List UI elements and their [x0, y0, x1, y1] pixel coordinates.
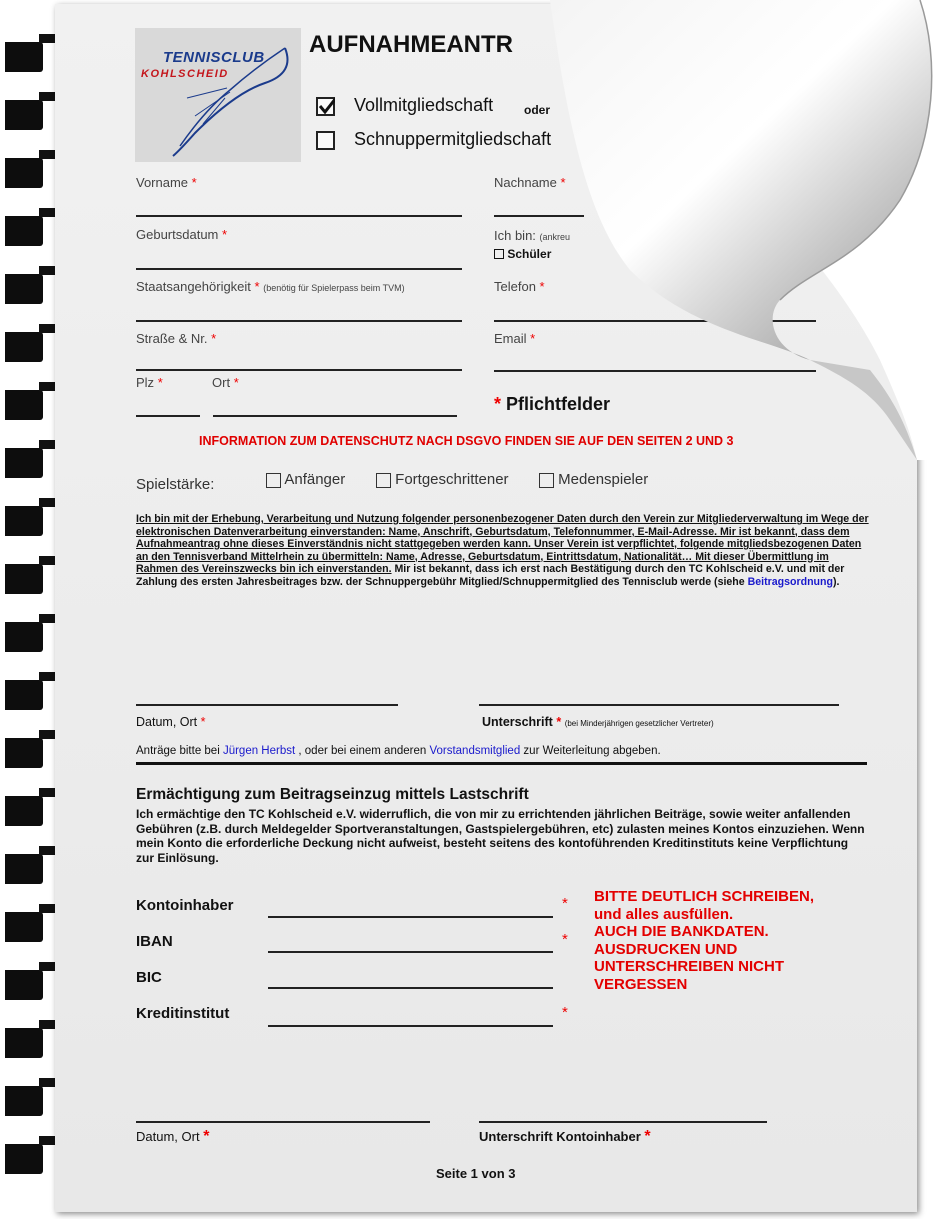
- club-logo: [135, 28, 301, 162]
- ort-line[interactable]: [213, 415, 457, 417]
- checkbox-empty-icon[interactable]: [316, 131, 335, 150]
- strasse-label: Straße & Nr. *: [136, 331, 217, 346]
- vorname-label: Vorname *: [136, 175, 197, 190]
- unterschrift-kontoinhaber-label: Unterschrift Kontoinhaber *: [479, 1128, 651, 1145]
- lastschrift-heading: Ermächtigung zum Beitragseinzug mittels Lastschrift: [136, 786, 529, 803]
- membership-label-full: Vollmitgliedschaft: [354, 95, 494, 115]
- ort-label: Ort *: [212, 375, 239, 390]
- checkbox-empty-icon[interactable]: [376, 473, 391, 488]
- schueler-checkbox-icon[interactable]: [494, 249, 504, 259]
- telefon-label: Telefon *: [494, 279, 545, 294]
- membership-option-full[interactable]: [316, 95, 493, 116]
- datenschutz-notice: INFORMATION ZUM DATENSCHUTZ NACH DSGVO FINDEN SIE AUF DEN SEITEN 2 UND 3: [199, 434, 734, 448]
- logo-text-top: TENNISCLUB: [163, 49, 265, 66]
- staatsangehoerigkeit-label: Staatsangehörigkeit * (benötig für Spielerpass beim TVM): [136, 279, 405, 294]
- kontoinhaber-required: *: [562, 895, 568, 912]
- datum-ort-2-label: Datum, Ort *: [136, 1128, 210, 1145]
- page-number: Seite 1 von 3: [436, 1166, 516, 1181]
- pflichtfelder-note: * Pflichtfelder: [494, 394, 611, 414]
- logo-text-bottom: KOHLSCHEID: [141, 68, 229, 80]
- strasse-line[interactable]: [136, 369, 462, 371]
- iban-line[interactable]: [268, 951, 553, 953]
- membership-option-trial[interactable]: [316, 129, 551, 150]
- geburtsdatum-label: Geburtsdatum *: [136, 227, 228, 242]
- unterschrift-kontoinhaber-line[interactable]: [479, 1121, 767, 1123]
- spielstaerke-anfaenger[interactable]: Anfänger: [266, 471, 345, 488]
- bic-line[interactable]: [268, 987, 553, 989]
- kreditinstitut-line[interactable]: [268, 1025, 553, 1027]
- plz-label: Plz *: [136, 375, 163, 390]
- kreditinstitut-required: *: [562, 1004, 568, 1021]
- ich-bin-label: Ich bin: (ankreu: [494, 228, 571, 243]
- datum-ort-label: Datum, Ort *: [136, 715, 206, 729]
- checkbox-checked-icon[interactable]: [316, 97, 335, 116]
- spielstaerke-fortgeschritten[interactable]: Fortgeschrittener: [376, 471, 509, 488]
- spielstaerke-label: Spielstärke:: [136, 476, 215, 493]
- section-divider: [136, 762, 867, 765]
- datum-ort-line[interactable]: [136, 704, 398, 706]
- plz-line[interactable]: [136, 415, 200, 417]
- beitragsordnung-link[interactable]: Beitragsordnung: [747, 575, 833, 588]
- bic-label: BIC: [136, 969, 162, 986]
- checkbox-empty-icon[interactable]: [539, 473, 554, 488]
- checkbox-empty-icon[interactable]: [266, 473, 281, 488]
- racket-swoosh-icon: [135, 28, 301, 162]
- nachname-label: Nachname *: [494, 175, 566, 190]
- geburtsdatum-line[interactable]: [136, 268, 462, 270]
- unterschrift-label: Unterschrift * (bei Minderjährigen gesetzlicher Vertreter): [482, 715, 714, 729]
- unterschrift-line[interactable]: [479, 704, 839, 706]
- lastschrift-text: Ich ermächtige den TC Kohlscheid e.V. widerruflich, die von mir zu errichtenden jährlichen Beiträge, sowie weiter anfallenden Gebühren (z.B. durch Meldegelder Sportveranstaltungen, Gastspielergebühren, etc) zulasten meines Kontos einzuziehen. Wenn mein Konto die erforderliche Deckung nicht aufweist, besteht seitens des kontoführenden Kreditinstituts keine Verpflichtung zur Einlösung.: [136, 807, 865, 865]
- kreditinstitut-label: Kreditinstitut: [136, 1005, 230, 1022]
- datum-ort-2-line[interactable]: [136, 1121, 430, 1123]
- antraege-line: Anträge bitte bei Jürgen Herbst , oder bei einem anderen Vorstandsmitglied zur Weiterleitung abgeben.: [136, 745, 661, 757]
- page-curl-icon: [540, 0, 940, 460]
- oder-label: oder: [524, 103, 551, 117]
- kontoinhaber-line[interactable]: [268, 916, 553, 918]
- warning-block: BITTE DEUTLICH SCHREIBEN, und alles ausfüllen. AUCH DIE BANKDATEN. AUSDRUCKEN UND UNTERSCHREIBEN NICHT VERGESSEN: [594, 888, 815, 993]
- email-label: Email *: [494, 331, 536, 346]
- vorname-line[interactable]: [136, 215, 462, 217]
- consent-paragraph: Ich bin mit der Erhebung, Verarbeitung und Nutzung folgender personenbezogener Daten durch den Verein zur Mitgliederverwaltung im Wege der elektronischen Datenverarbeitung einverstanden: Name, Anschrift, Geburtsdatum, Telefonnummer, E-Mail-Adresse. Mir ist bekannt, dass dem Aufnahmeantrag ohne dieses Einverständnis nicht stattgegeben werden kann. Unser Verein ist verpflichtet, folgende mitgliedsbezogenen Daten an den Tennisverband Mittelrhein zu übermitteln: Name, Adresse, Geburtsdatum, Eintrittsdatum, Nationalität… Mit dieser Übermittlung im Rahmen des Vereinszwecks bin ich einverstanden. Mir ist bekannt, dass ich erst nach Bestätigung durch den TC Kohlscheid e.V. und mit der Zahlung des ersten Jahresbeitrages bzw. der Schnuppergebühr Mitglied/Schnuppermitglied des Tennisclub werde (siehe Beitragsordnung).: [136, 513, 869, 588]
- kontoinhaber-label: Kontoinhaber: [136, 897, 234, 914]
- form-title: AUFNAHMEANTR: [309, 31, 513, 58]
- membership-label-trial: Schnuppermitgliedschaft: [354, 129, 552, 149]
- staatsangehoerigkeit-line[interactable]: [136, 320, 462, 322]
- schueler-option[interactable]: Schüler: [494, 247, 551, 261]
- iban-label: IBAN: [136, 933, 173, 950]
- juergen-herbst-link[interactable]: Jürgen Herbst: [222, 745, 296, 757]
- spielstaerke-medenspieler[interactable]: Medenspieler: [539, 471, 648, 488]
- vorstandsmitglied-link[interactable]: Vorstandsmitglied: [429, 745, 521, 757]
- iban-required: *: [562, 931, 568, 948]
